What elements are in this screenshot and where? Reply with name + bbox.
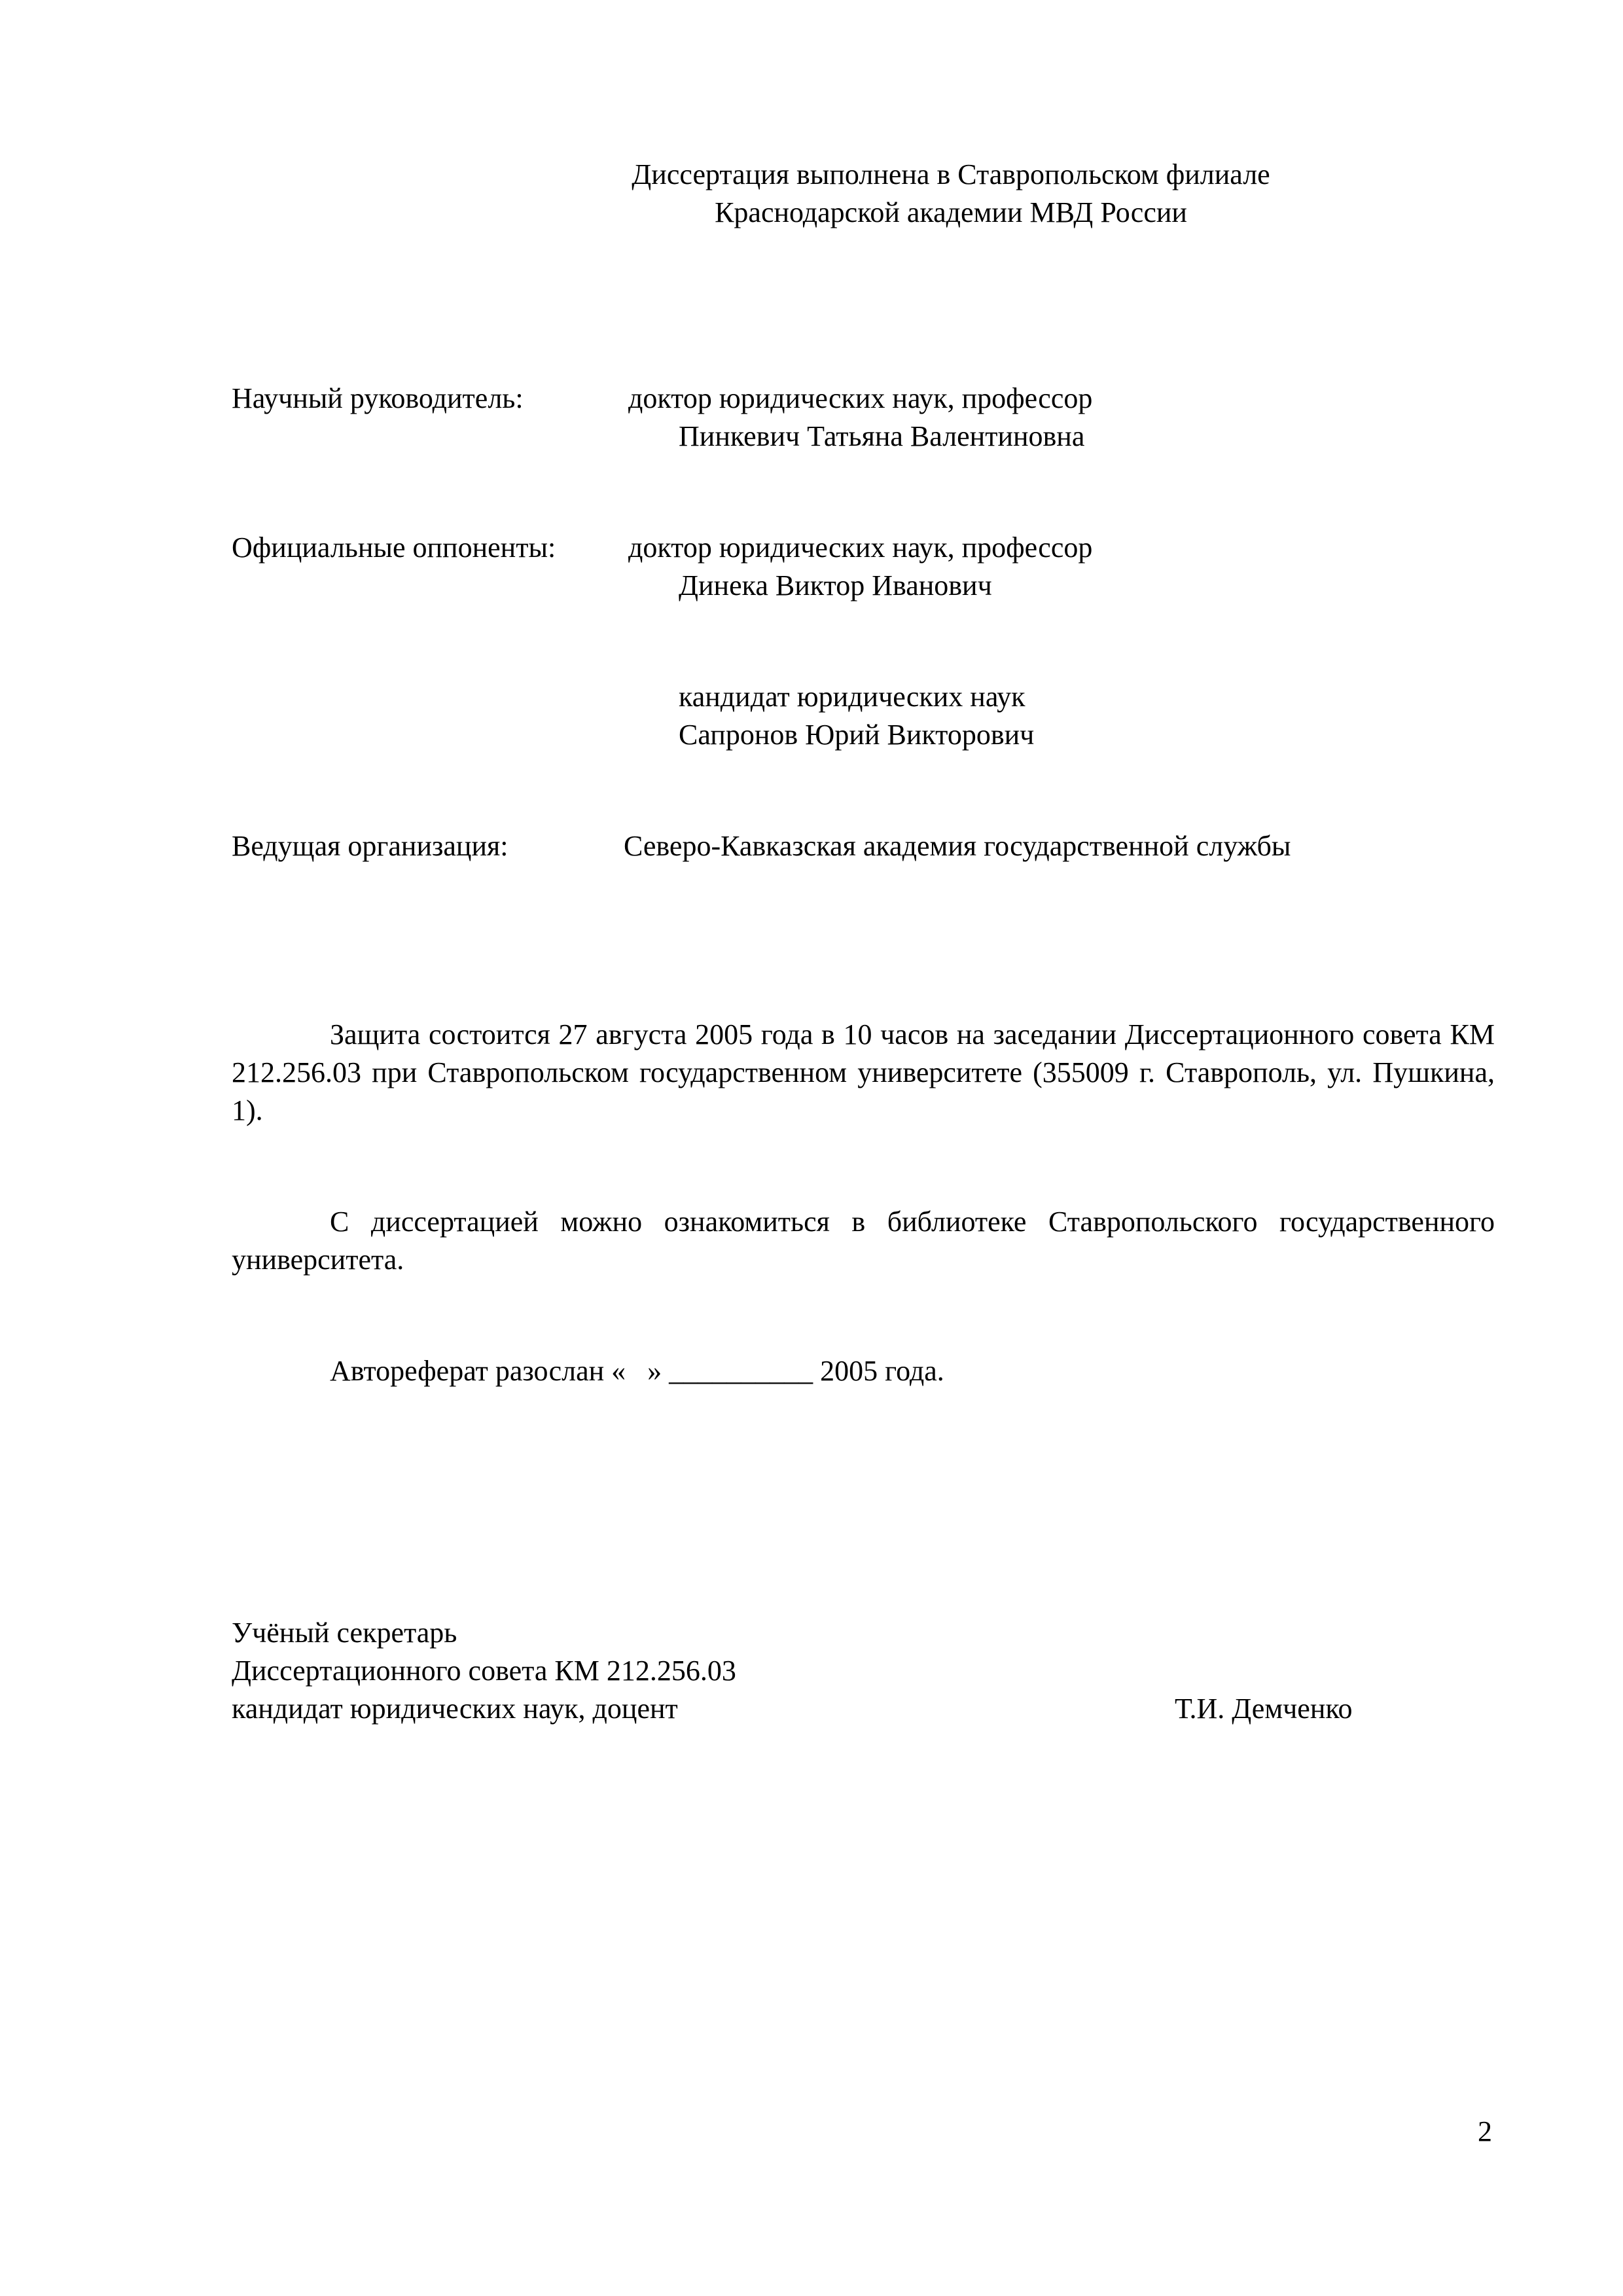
secretary-name: Т.И. Демченко [1175, 1693, 1353, 1725]
opponent-2-name: Сапронов Юрий Викторович [679, 719, 1035, 751]
header-line-1: Диссертация выполнена в Ставропольском филиале [632, 158, 1270, 190]
opponent-1-name: Динека Виктор Иванович [679, 569, 992, 601]
library-paragraph: С диссертацией можно ознакомиться в библиотеке Ставропольского государственного университета. [232, 1206, 1495, 1276]
opponent-2-degree: кандидат юридических наук [679, 681, 1026, 713]
supervisor-name: Пинкевич Татьяна Валентиновна [679, 420, 1085, 452]
secretary-degree: кандидат юридических наук, доцент [232, 1693, 678, 1725]
page-number: 2 [1478, 2115, 1492, 2147]
mailing-line: Автореферат разослан « » __________ 2005 года. [330, 1355, 944, 1387]
secretary-council: Диссертационного совета КМ 212.256.03 [232, 1655, 736, 1687]
header-line-2: Краснодарской академии МВД России [715, 196, 1187, 228]
opponents-label: Официальные оппоненты: [232, 531, 556, 564]
supervisor-degree: доктор юридических наук, профессор [628, 382, 1093, 414]
supervisor-label: Научный руководитель: [232, 382, 524, 414]
leading-org-label: Ведущая организация: [232, 830, 508, 862]
opponent-1-degree: доктор юридических наук, профессор [628, 531, 1093, 564]
defense-paragraph: Защита состоится 27 августа 2005 года в 10 часов на заседании Диссертационного совета КМ 212.256.03 при Ставропольском государственном университете (355009 г. Ставрополь, ул. Пушкина, 1). [232, 1018, 1495, 1126]
leading-org-value: Северо-Кавказская академия государственной службы [624, 830, 1291, 862]
secretary-title: Учёный секретарь [232, 1617, 457, 1649]
